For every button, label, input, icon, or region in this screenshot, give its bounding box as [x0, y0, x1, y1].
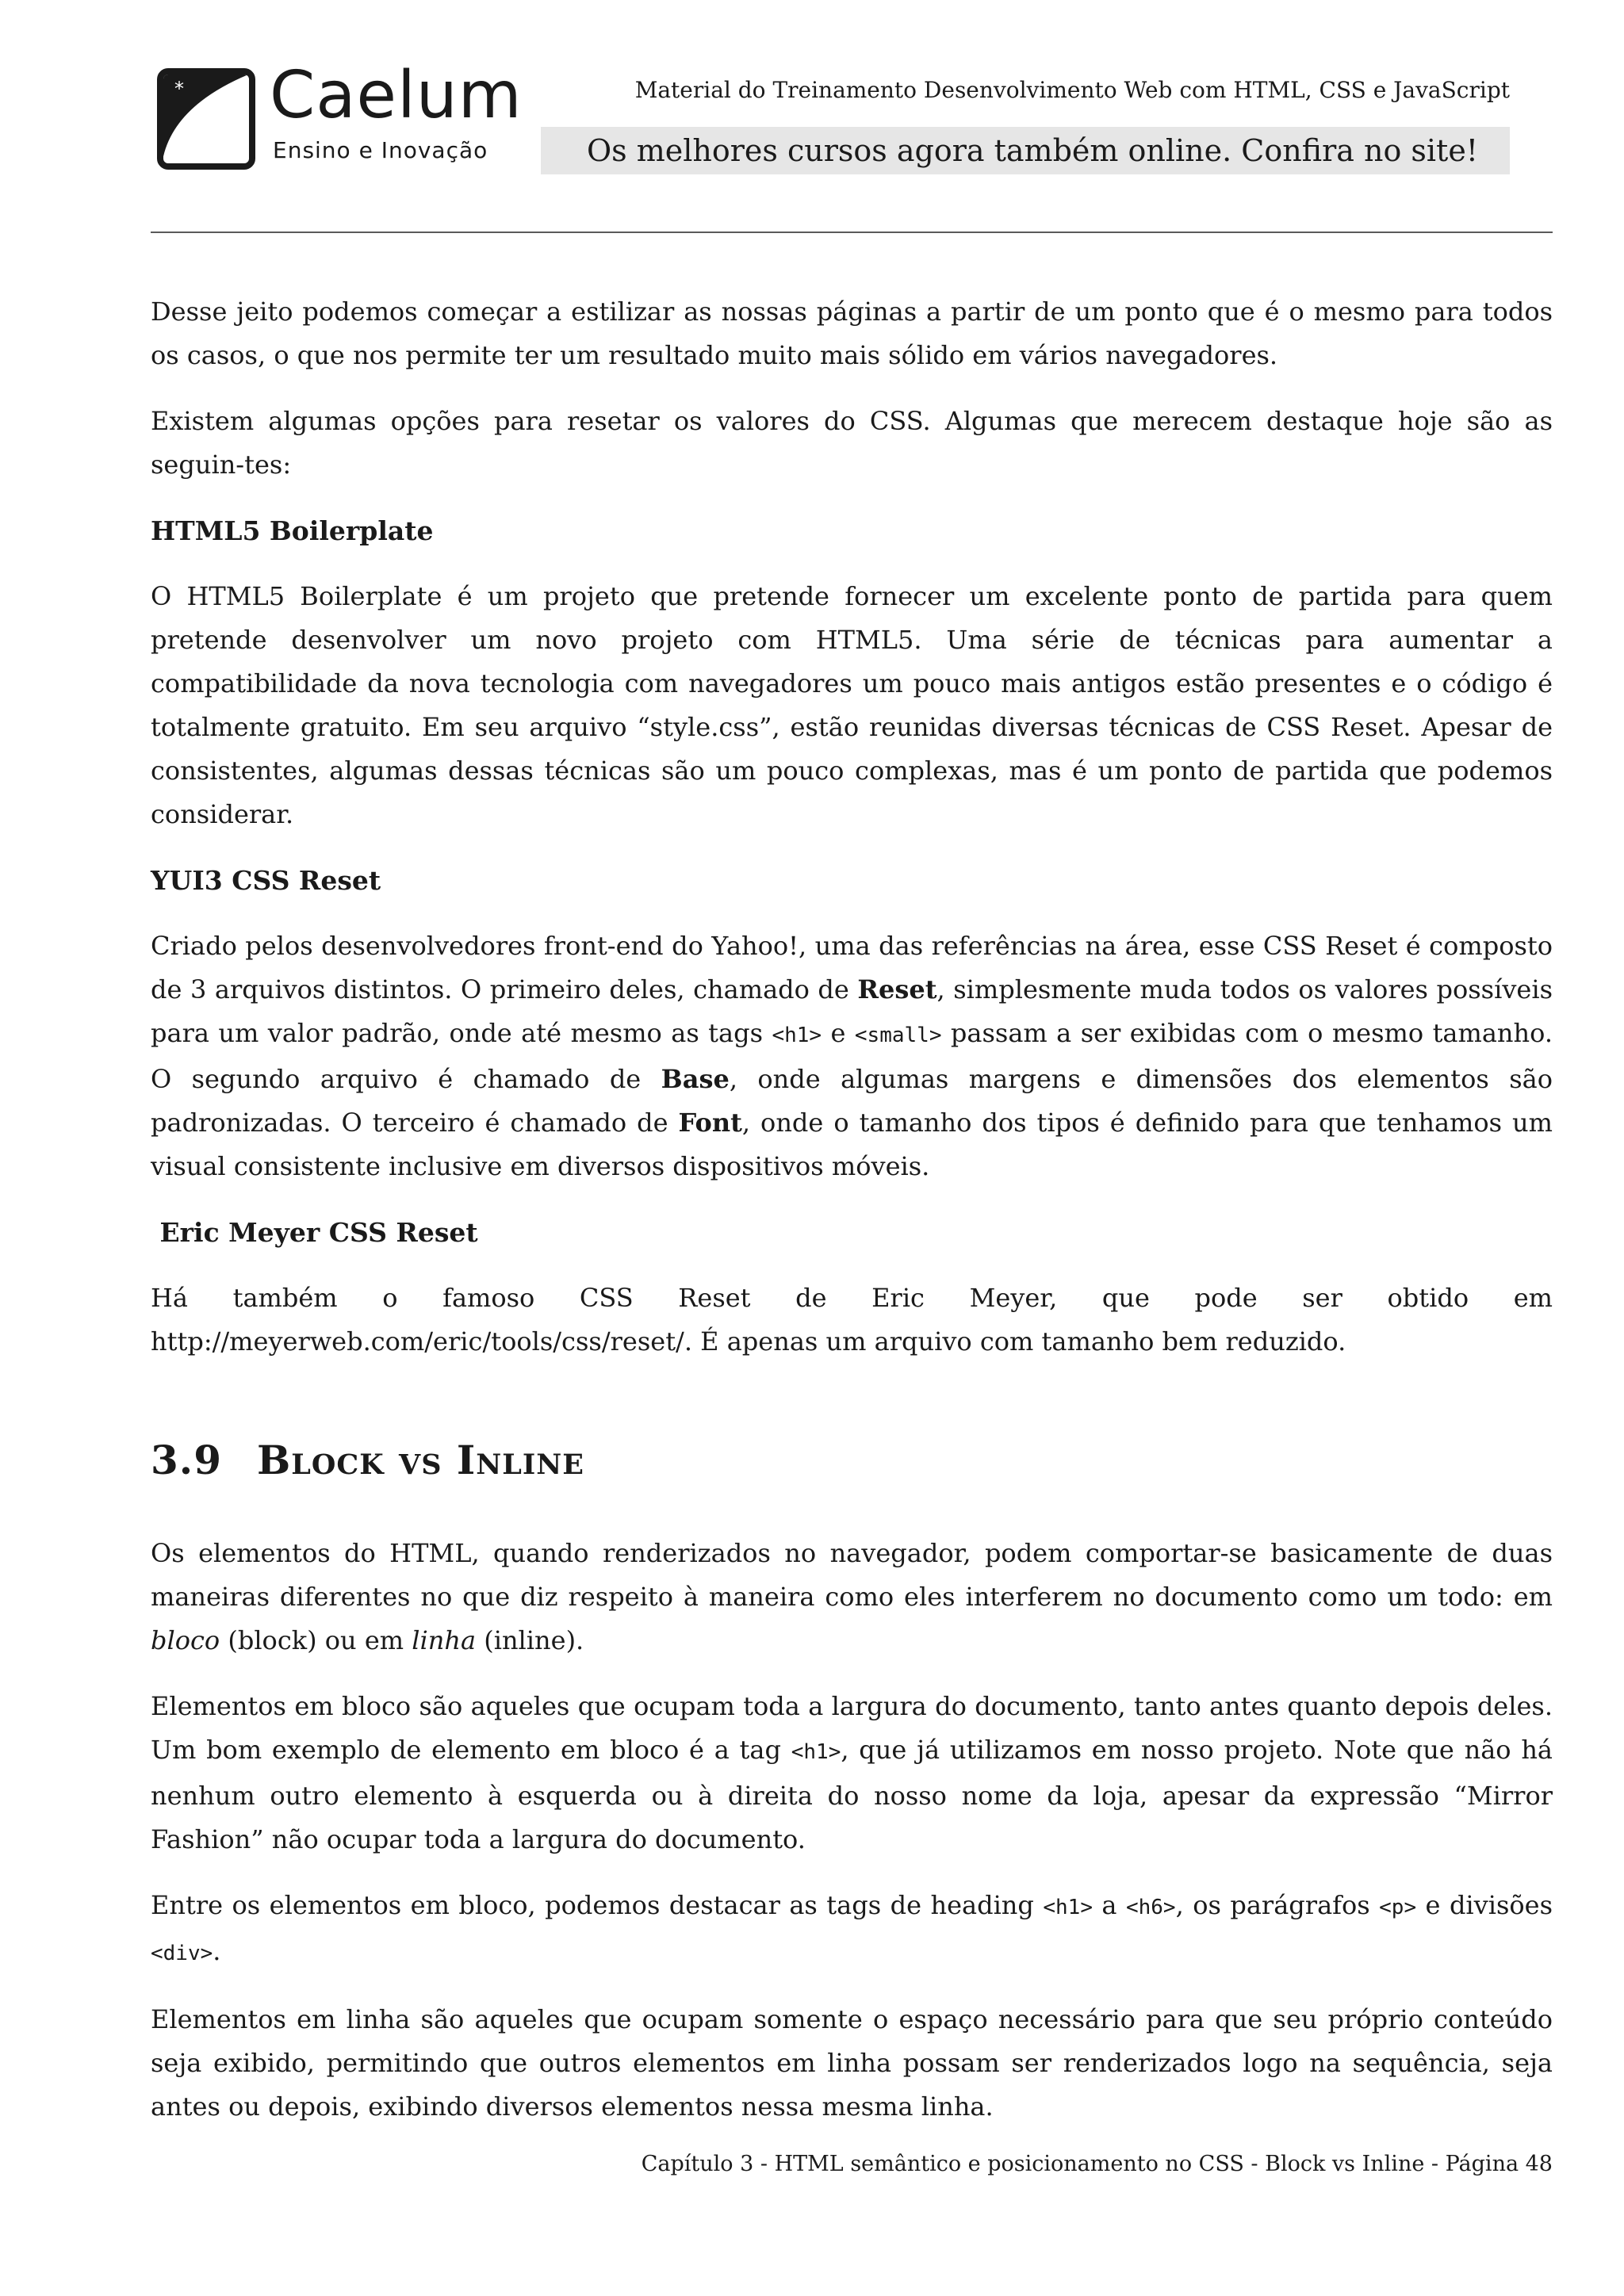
- svg-text:*: *: [174, 78, 184, 100]
- term-reset: Reset: [857, 974, 937, 1004]
- paragraph-reset-options: Existem algumas opções para resetar os valores do CSS. Algumas que merecem destaque hoje são as seguin-tes:: [151, 406, 1553, 480]
- code-small: <small>: [854, 1024, 942, 1047]
- paragraph-inline-elements: Elementos em linha são aqueles que ocupam somente o espaço necessário para que seu próprio conteúdo seja exibido, permitindo que outros elementos em linha possam ser renderizados logo na sequência, seja antes ou depois, exibindo diversos elementos nessa mesma linha.: [151, 2004, 1553, 2122]
- section-title: [151, 1435, 1553, 1486]
- paragraph-html5-boilerplate: O HTML5 Boilerplate é um projeto que pretende fornecer um excelente ponto de partida para quem pretende desenvolver um novo projeto com HTML5. Uma série de técnicas para aumentar a compatibilidade da nova tecnologia com navegadores um pouco mais antigos estão presentes e o código é totalmente gratuito. Em seu arquivo “style.css”, estão reunidas diversas técnicas de CSS Reset. Apesar de consistentes, algumas dessas técnicas são um pouco complexas, mas é um ponto de partida que podemos considerar.: [151, 581, 1553, 829]
- header-title: Material do Treinamento Desenvolvimento Web com HTML, CSS e JavaScript: [634, 77, 1510, 103]
- section-name: Block vs Inline: [257, 1437, 584, 1483]
- promo-banner: Os melhores cursos agora também online. Confira no site!: [541, 127, 1510, 174]
- paragraph-block-elements: Elementos em bloco são aqueles que ocupam toda a largura do documento, tanto antes quanto depois deles. Um bom exemplo de elemento em bloco é a tag <h1>, que já utilizamos em nosso projeto. Note que não há nenhum outro elemento à esquerda ou à direita do nosso nome da loja, apesar da expressão “Mirror Fashion” não ocupar toda a largura do documento.: [151, 1691, 1553, 1854]
- code-h1: <h1>: [772, 1024, 822, 1047]
- paragraph-eric-meyer-css-reset: Há também o famoso CSS Reset de Eric Meyer, que pode ser obtido em http://meyerweb.com/eric/tools/css/reset/. É apenas um arquivo com tamanho bem reduzido.: [151, 1283, 1553, 1357]
- subheading-eric-meyer-css-reset: Eric Meyer CSS Reset: [151, 1217, 478, 1248]
- paragraph-intro: Desse jeito podemos começar a estilizar as nossas páginas a partir de um ponto que é o mesmo para todos os casos, o que nos permite ter um resultado muito mais sólido em vários navegadores.: [151, 297, 1553, 370]
- paragraph-yui3-css-reset: Criado pelos desenvolvedores front-end do Yahoo!, uma das referências na área, esse CSS Reset é composto de 3 arquivos distintos. O primeiro deles, chamado de Reset, simplesmente muda todos os valores possíveis para um valor padrão, onde até mesmo as tags <h1> e <small> passam a ser exibidas com o mesmo tamanho. O segundo arquivo é chamado de Base, onde algumas margens e dimensões dos elementos são padronizadas. O terceiro é chamado de Font, onde o tamanho dos tipos é definido para que tenhamos um visual consistente inclusive em diversos dispositivos móveis.: [151, 931, 1553, 1181]
- page-content: [151, 290, 1553, 2151]
- logo-tagline: Ensino e Inovação: [273, 137, 488, 163]
- subheading-html5-boilerplate: HTML5 Boilerplate: [151, 515, 434, 546]
- page-footer: Capítulo 3 - HTML semântico e posicionamento no CSS - Block vs Inline - Página 48: [641, 2152, 1553, 2176]
- logo-mark-icon: [157, 68, 255, 170]
- subheading-yui3-css-reset: YUI3 CSS Reset: [151, 865, 381, 896]
- term-base: Base: [661, 1064, 730, 1094]
- section-number: 3.9: [151, 1437, 222, 1483]
- header-divider: [151, 232, 1553, 233]
- term-font: Font: [678, 1108, 742, 1138]
- caelum-logo: [157, 58, 523, 179]
- paragraph-block-tags: Entre os elementos em bloco, podemos destacar as tags de heading <h1> a <h6>, os parágrafos <p> e divisões <div>.: [151, 1890, 1553, 1966]
- logo-wordmark: Caelum: [270, 58, 523, 133]
- paragraph-block-inline-intro: Os elementos do HTML, quando renderizados no navegador, podem comportar-se basicamente de duas maneiras diferentes no que diz respeito à maneira como eles interferem no documento como um todo: em bloco (block) ou em linha (inline).: [151, 1538, 1553, 1655]
